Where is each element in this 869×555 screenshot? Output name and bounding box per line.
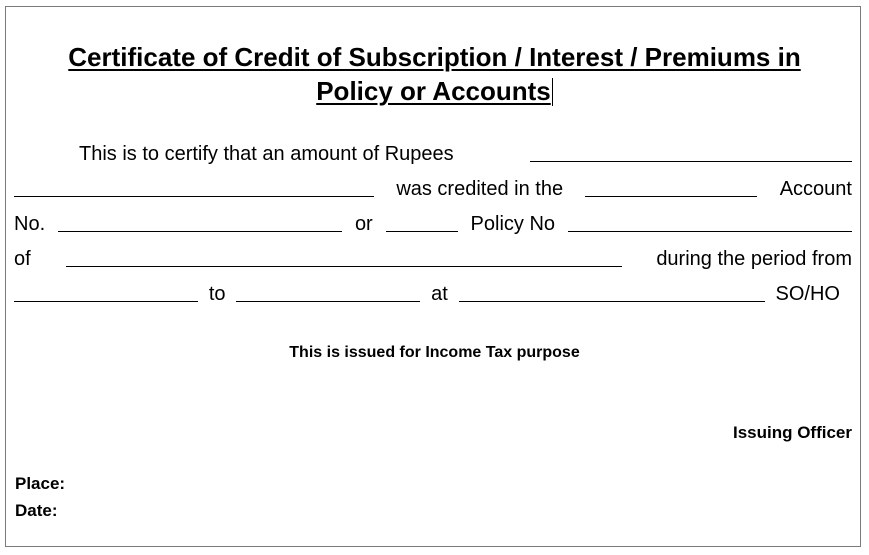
certificate-title-line2 [0, 76, 869, 107]
at-label: at [431, 283, 448, 305]
or-blank[interactable] [386, 213, 458, 232]
body-line-2 [14, 176, 852, 201]
of-label: of [14, 248, 31, 270]
amount-label: This is to certify that an amount of Rupees [79, 143, 454, 165]
issuing-officer-label: Issuing Officer [732, 423, 852, 442]
period-to-blank[interactable] [236, 283, 420, 302]
amount-blank[interactable] [530, 143, 852, 162]
amount-words-blank[interactable] [14, 178, 374, 197]
or-label: or [354, 213, 373, 235]
holder-name-blank[interactable] [66, 248, 622, 267]
period-from-blank[interactable] [14, 283, 198, 302]
body-line-3 [14, 211, 852, 236]
policy-no-blank[interactable] [568, 213, 852, 232]
to-label: to [208, 283, 226, 305]
account-type-blank[interactable] [585, 178, 757, 197]
certificate-title-line2-text: Policy or Accounts [316, 76, 551, 106]
purpose-statement: This is issued for Income Tax purpose [289, 344, 580, 361]
certificate-title-line1: Certificate of Credit of Subscription / Interest / Premiums in [68, 42, 801, 72]
account-no-label: No. [14, 213, 46, 235]
policy-no-label: Policy No [470, 213, 556, 235]
body-line-4 [14, 246, 852, 271]
place-label: Place: [15, 474, 66, 493]
account-label: Account [779, 178, 852, 200]
office-blank[interactable] [459, 283, 765, 302]
body-line-1 [14, 141, 852, 166]
date-label: Date: [15, 501, 58, 520]
account-no-blank[interactable] [58, 213, 342, 232]
body-line-5 [14, 281, 840, 306]
credited-label: was credited in the [396, 178, 564, 200]
text-cursor [552, 78, 553, 106]
period-label: during the period from [656, 248, 852, 270]
so-ho-label: SO/HO [775, 283, 840, 305]
